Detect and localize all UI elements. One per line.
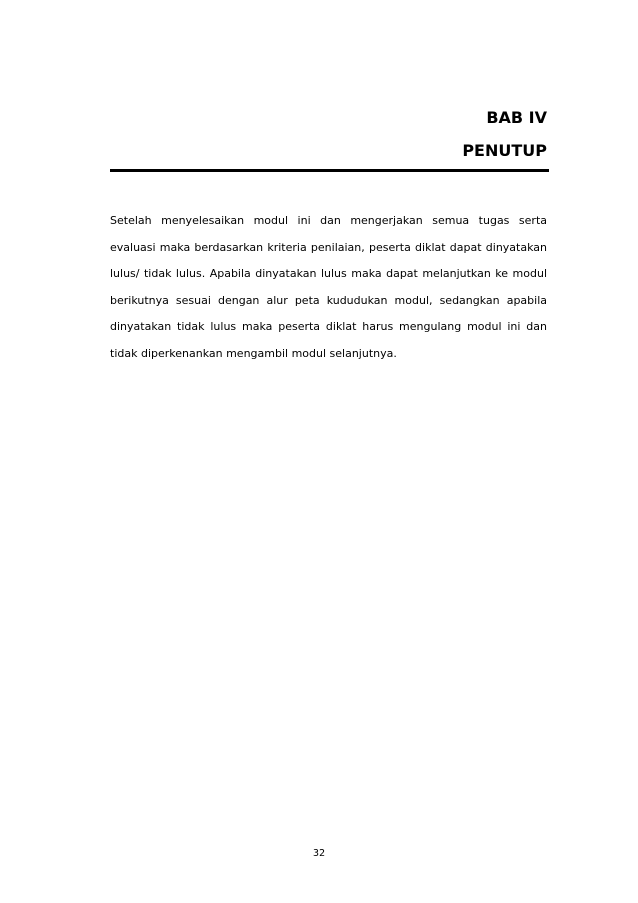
chapter-number: BAB IV <box>486 108 547 127</box>
body-paragraph: Setelah menyelesaikan modul ini dan mengerjakan semua tugas serta evaluasi maka berdasarkan kriteria penilaian, peserta diklat dapat dinyatakan lulus/ tidak lulus. Apabila dinyatakan lulus maka dapat melanjutkan ke modul berikutnya sesuai dengan alur peta kududukan modul, sedangkan apabila dinyatakan tidak lulus maka peserta diklat harus mengulang modul ini dan tidak diperkenankan mengambil modul selanjutnya. <box>110 214 547 360</box>
header-divider <box>110 169 549 172</box>
page-number: 32 <box>312 848 326 859</box>
chapter-title: PENUTUP <box>462 141 547 160</box>
